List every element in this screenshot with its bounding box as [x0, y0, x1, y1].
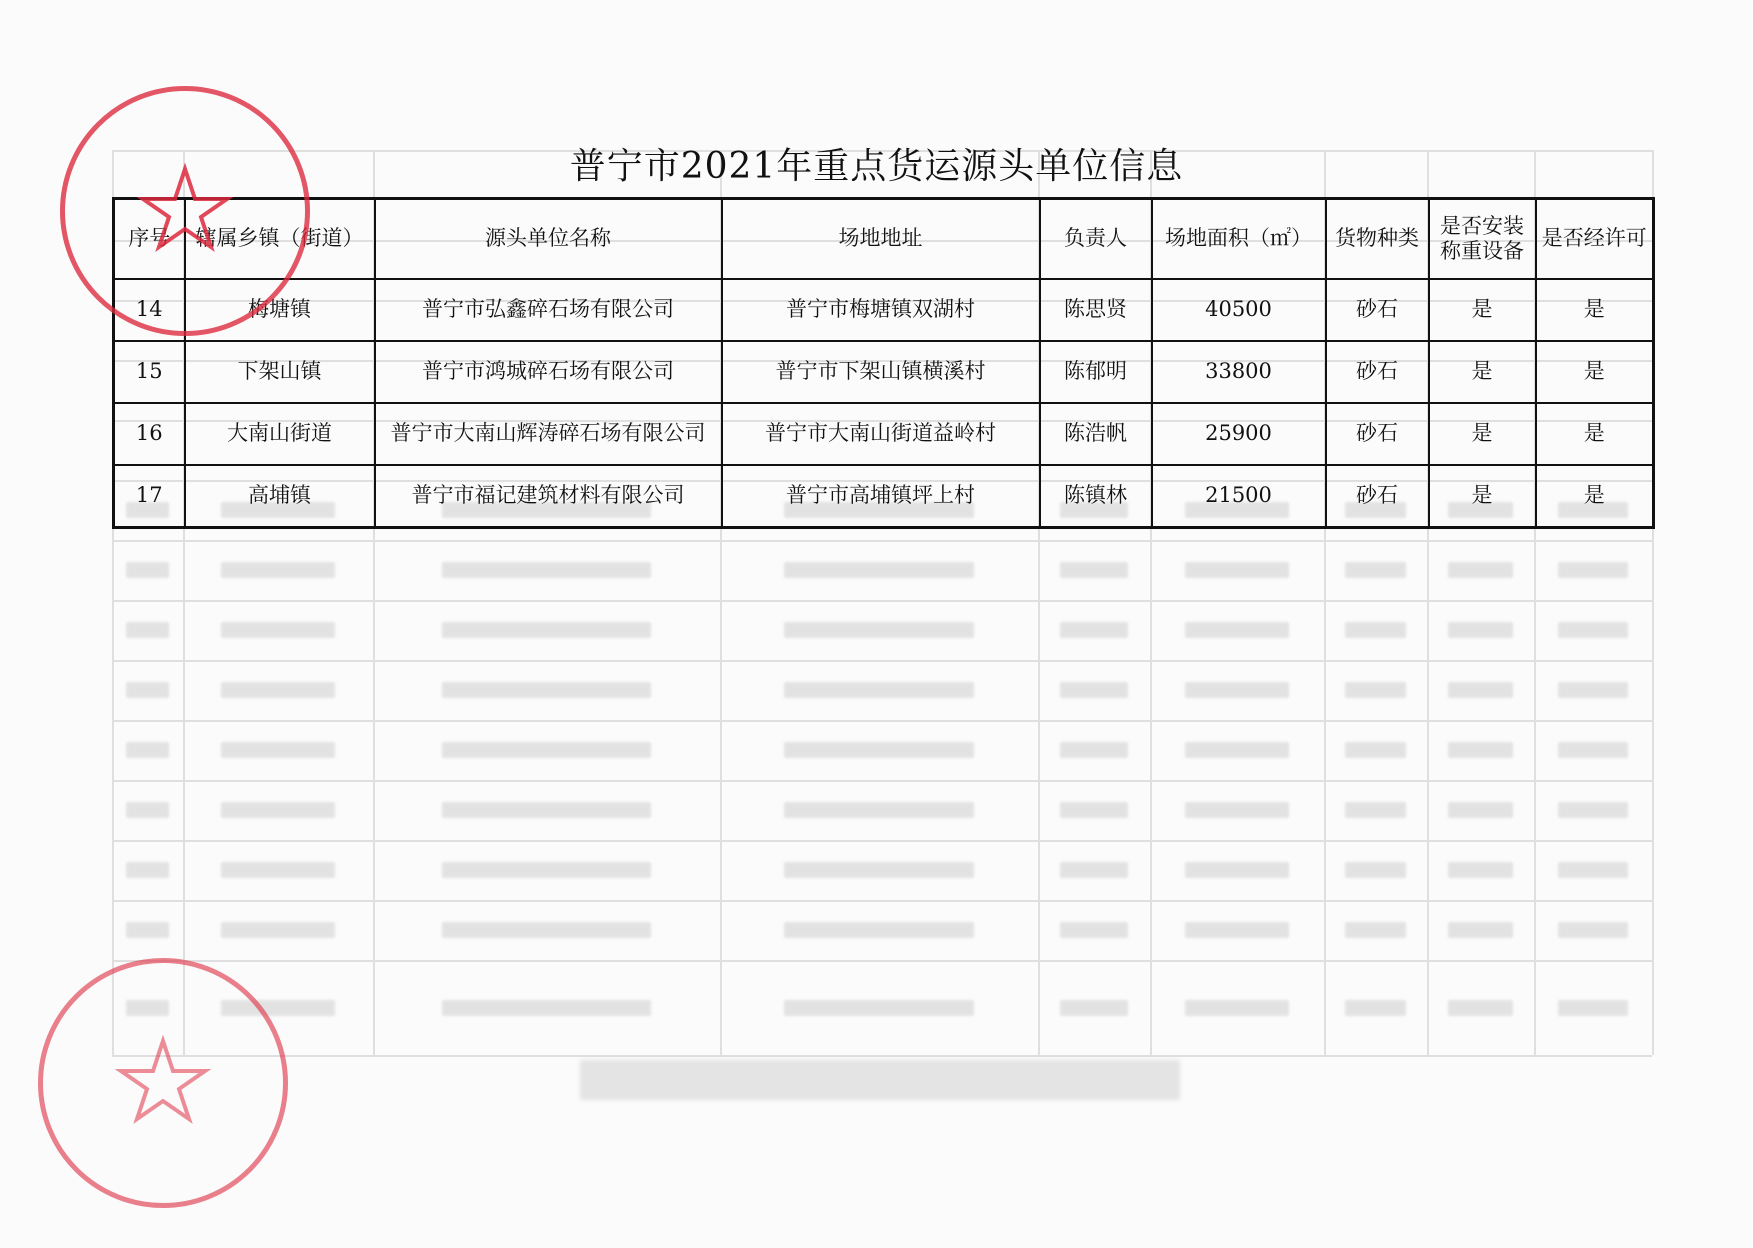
ghost-text	[126, 862, 169, 878]
cell-index: 16	[114, 403, 185, 465]
cell-area: 21500	[1152, 465, 1326, 528]
ghost-text	[1345, 742, 1407, 758]
ghost-text	[1185, 802, 1289, 818]
ghost-text	[1448, 562, 1512, 578]
ghost-text	[1060, 802, 1127, 818]
ghost-text	[221, 562, 335, 578]
ghost-line	[112, 660, 1652, 662]
cell-permit: 是	[1536, 403, 1654, 465]
ghost-text	[126, 622, 169, 638]
cell-weighing: 是	[1429, 341, 1536, 403]
ghost-text	[221, 1000, 335, 1016]
ghost-text	[1448, 922, 1512, 938]
header-manager: 负责人	[1040, 199, 1152, 280]
cell-goods: 砂石	[1326, 279, 1429, 341]
ghost-line	[112, 1055, 1652, 1057]
cell-area: 33800	[1152, 341, 1326, 403]
ghost-text	[1345, 862, 1407, 878]
ghost-text	[784, 682, 975, 698]
freight-source-table	[112, 197, 1655, 529]
ghost-text	[1345, 622, 1407, 638]
ghost-line	[112, 540, 1652, 542]
ghost-text	[1558, 802, 1629, 818]
ghost-text	[1558, 1000, 1629, 1016]
cell-company: 普宁市大南山辉涛碎石场有限公司	[375, 403, 722, 465]
table-row	[114, 279, 1654, 341]
table-row	[114, 403, 1654, 465]
ghost-text	[442, 682, 650, 698]
ghost-text	[126, 1000, 169, 1016]
ghost-text	[1060, 622, 1127, 638]
header-address: 场地地址	[722, 199, 1040, 280]
cell-manager: 陈镇林	[1040, 465, 1152, 528]
ghost-text	[1185, 622, 1289, 638]
ghost-text	[1060, 562, 1127, 578]
ghost-text	[1185, 682, 1289, 698]
header-goods: 货物种类	[1326, 199, 1429, 280]
table-row	[114, 465, 1654, 528]
cell-goods: 砂石	[1326, 403, 1429, 465]
ghost-text	[1448, 1000, 1512, 1016]
header-weighing: 是否安装称重设备	[1429, 199, 1536, 280]
table-row	[114, 341, 1654, 403]
header-company: 源头单位名称	[375, 199, 722, 280]
ghost-line	[112, 780, 1652, 782]
cell-manager: 陈郁明	[1040, 341, 1152, 403]
ghost-text	[1558, 742, 1629, 758]
ghost-text	[1448, 682, 1512, 698]
cell-address: 普宁市大南山街道益岭村	[722, 403, 1040, 465]
ghost-text	[1448, 622, 1512, 638]
table-header-row	[114, 199, 1654, 280]
official-seal-stamp-faded	[38, 958, 288, 1208]
ghost-text	[1185, 1000, 1289, 1016]
cell-weighing: 是	[1429, 465, 1536, 528]
ghost-text	[442, 1000, 650, 1016]
ghost-text	[442, 562, 650, 578]
ghost-text	[784, 742, 975, 758]
cell-address: 普宁市梅塘镇双湖村	[722, 279, 1040, 341]
ghost-text	[442, 742, 650, 758]
ghost-text	[784, 622, 975, 638]
ghost-text	[1448, 862, 1512, 878]
cell-permit: 是	[1536, 341, 1654, 403]
cell-company: 普宁市福记建筑材料有限公司	[375, 465, 722, 528]
ghost-text	[1060, 922, 1127, 938]
ghost-text	[1345, 1000, 1407, 1016]
cell-index: 15	[114, 341, 185, 403]
ghost-text	[126, 682, 169, 698]
ghost-text	[1185, 562, 1289, 578]
ghost-text	[784, 1000, 975, 1016]
ghost-text	[1060, 682, 1127, 698]
cell-company: 普宁市弘鑫碎石场有限公司	[375, 279, 722, 341]
ghost-text	[221, 622, 335, 638]
ghost-text	[784, 922, 975, 938]
cell-manager: 陈浩帆	[1040, 403, 1152, 465]
ghost-text	[221, 802, 335, 818]
ghost-text	[1558, 682, 1629, 698]
cell-town: 梅塘镇	[185, 279, 375, 341]
ghost-text	[1448, 802, 1512, 818]
cell-permit: 是	[1536, 465, 1654, 528]
header-town: 辖属乡镇（街道）	[185, 199, 375, 280]
cell-index: 17	[114, 465, 185, 528]
ghost-line	[112, 600, 1652, 602]
cell-goods: 砂石	[1326, 341, 1429, 403]
ghost-line	[112, 840, 1652, 842]
ghost-text	[1060, 862, 1127, 878]
bleed-through-title	[580, 1060, 1180, 1100]
ghost-text	[1345, 922, 1407, 938]
ghost-text	[126, 562, 169, 578]
cell-goods: 砂石	[1326, 465, 1429, 528]
cell-permit: 是	[1536, 279, 1654, 341]
page-title: 普宁市2021年重点货运源头单位信息	[569, 146, 1184, 187]
ghost-text	[221, 742, 335, 758]
cell-manager: 陈思贤	[1040, 279, 1152, 341]
ghost-line	[112, 960, 1652, 962]
ghost-text	[221, 862, 335, 878]
cell-town: 高埔镇	[185, 465, 375, 528]
cell-area: 40500	[1152, 279, 1326, 341]
ghost-text	[1345, 802, 1407, 818]
cell-address: 普宁市高埔镇坪上村	[722, 465, 1040, 528]
ghost-text	[126, 922, 169, 938]
ghost-text	[126, 742, 169, 758]
ghost-text	[1345, 562, 1407, 578]
ghost-text	[1185, 742, 1289, 758]
header-permit: 是否经许可	[1536, 199, 1654, 280]
cell-address: 普宁市下架山镇横溪村	[722, 341, 1040, 403]
ghost-text	[1558, 862, 1629, 878]
ghost-text	[221, 922, 335, 938]
cell-weighing: 是	[1429, 403, 1536, 465]
ghost-text	[1185, 922, 1289, 938]
ghost-text	[1558, 922, 1629, 938]
cell-area: 25900	[1152, 403, 1326, 465]
ghost-text	[442, 622, 650, 638]
ghost-text	[126, 802, 169, 818]
seal-star-icon	[43, 963, 283, 1203]
ghost-text	[1558, 622, 1629, 638]
ghost-text	[1558, 562, 1629, 578]
cell-weighing: 是	[1429, 279, 1536, 341]
ghost-text	[1185, 862, 1289, 878]
cell-company: 普宁市鸿城碎石场有限公司	[375, 341, 722, 403]
ghost-line	[112, 720, 1652, 722]
ghost-text	[1448, 742, 1512, 758]
header-index: 序号	[114, 199, 185, 280]
ghost-text	[442, 802, 650, 818]
ghost-text	[1060, 1000, 1127, 1016]
ghost-text	[784, 802, 975, 818]
cell-town: 下架山镇	[185, 341, 375, 403]
ghost-text	[442, 862, 650, 878]
cell-index: 14	[114, 279, 185, 341]
ghost-text	[442, 922, 650, 938]
cell-town: 大南山街道	[185, 403, 375, 465]
ghost-text	[1345, 682, 1407, 698]
ghost-text	[221, 682, 335, 698]
header-area: 场地面积（㎡）	[1152, 199, 1326, 280]
ghost-text	[1060, 742, 1127, 758]
ghost-text	[784, 562, 975, 578]
ghost-line	[112, 900, 1652, 902]
ghost-text	[784, 862, 975, 878]
